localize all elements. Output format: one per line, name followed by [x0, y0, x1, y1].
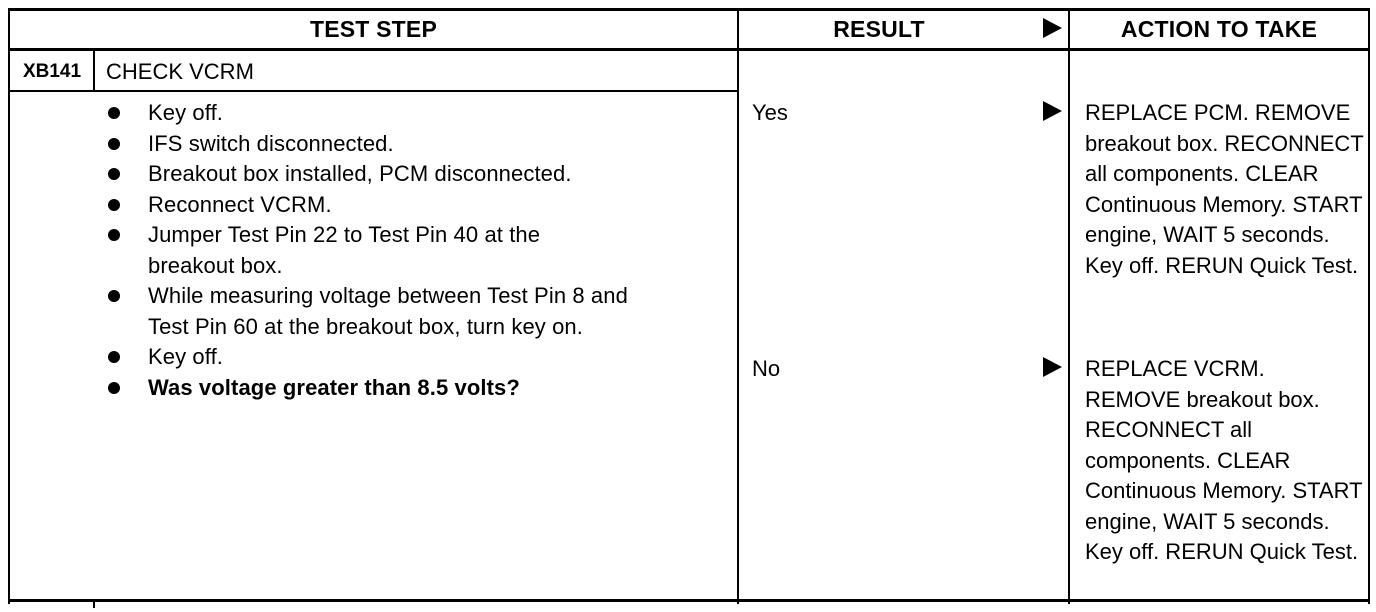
action-no: REPLACE VCRM. REMOVE breakout box. RECONNECT all components. CLEAR Continuous Memory. START engine, WAIT 5 seconds. Key off. RERUN Quick Test.	[1085, 356, 1363, 564]
result-action-divider	[1068, 8, 1070, 604]
code-divider	[93, 48, 95, 92]
list-item-text: While measuring voltage between Test Pin 8 and Test Pin 60 at the breakout box, turn key on.	[148, 283, 628, 339]
result-yes-arrow-icon	[1043, 101, 1062, 121]
step-instructions	[100, 98, 720, 403]
list-item	[100, 98, 720, 129]
step-result-divider	[737, 8, 739, 604]
header-bottom-border	[8, 48, 1370, 51]
step-title: CHECK VCRM	[106, 59, 254, 84]
list-item-text: Key off.	[148, 344, 223, 369]
code-column-tick	[93, 600, 95, 608]
header-action: ACTION TO TAKE	[1120, 15, 1318, 42]
step-code: XB141	[22, 61, 82, 82]
list-item-text: Jumper Test Pin 22 to Test Pin 40 at the breakout box.	[148, 222, 541, 278]
bullet-icon	[108, 168, 120, 180]
list-item	[100, 220, 720, 281]
bullet-icon	[108, 290, 120, 302]
left-border	[8, 8, 10, 604]
list-item-text: Key off.	[148, 100, 223, 125]
bullet-icon	[108, 351, 120, 363]
list-item-text: Reconnect VCRM.	[148, 191, 332, 217]
list-item	[100, 373, 720, 404]
list-item-text: Was voltage greater than 8.5 volts?	[148, 374, 520, 400]
table-bottom-border	[8, 599, 1370, 602]
list-item	[100, 190, 720, 221]
result-no: No	[752, 356, 781, 381]
list-item	[100, 159, 720, 190]
list-item	[100, 342, 720, 373]
bullet-icon	[108, 107, 120, 119]
bullet-icon	[108, 199, 120, 211]
bullet-icon	[108, 229, 120, 241]
list-item	[100, 129, 720, 160]
header-result: RESULT	[833, 15, 925, 42]
header-arrow-icon	[1043, 18, 1062, 38]
list-item-text: IFS switch disconnected.	[148, 130, 394, 156]
result-yes: Yes	[752, 100, 788, 125]
action-yes: REPLACE PCM. REMOVE breakout box. RECONNECT all components. CLEAR Continuous Memory. START engine, WAIT 5 seconds. Key off. RERUN Quick Test.	[1085, 100, 1364, 278]
result-no-arrow-icon	[1043, 357, 1062, 377]
step-title-divider	[8, 90, 738, 92]
bullet-icon	[108, 138, 120, 150]
list-item	[100, 281, 720, 342]
list-item-text: Breakout box installed, PCM disconnected.	[148, 161, 572, 186]
bullet-icon	[108, 382, 120, 394]
header-test-step: TEST STEP	[309, 15, 438, 42]
right-border	[1368, 8, 1370, 604]
